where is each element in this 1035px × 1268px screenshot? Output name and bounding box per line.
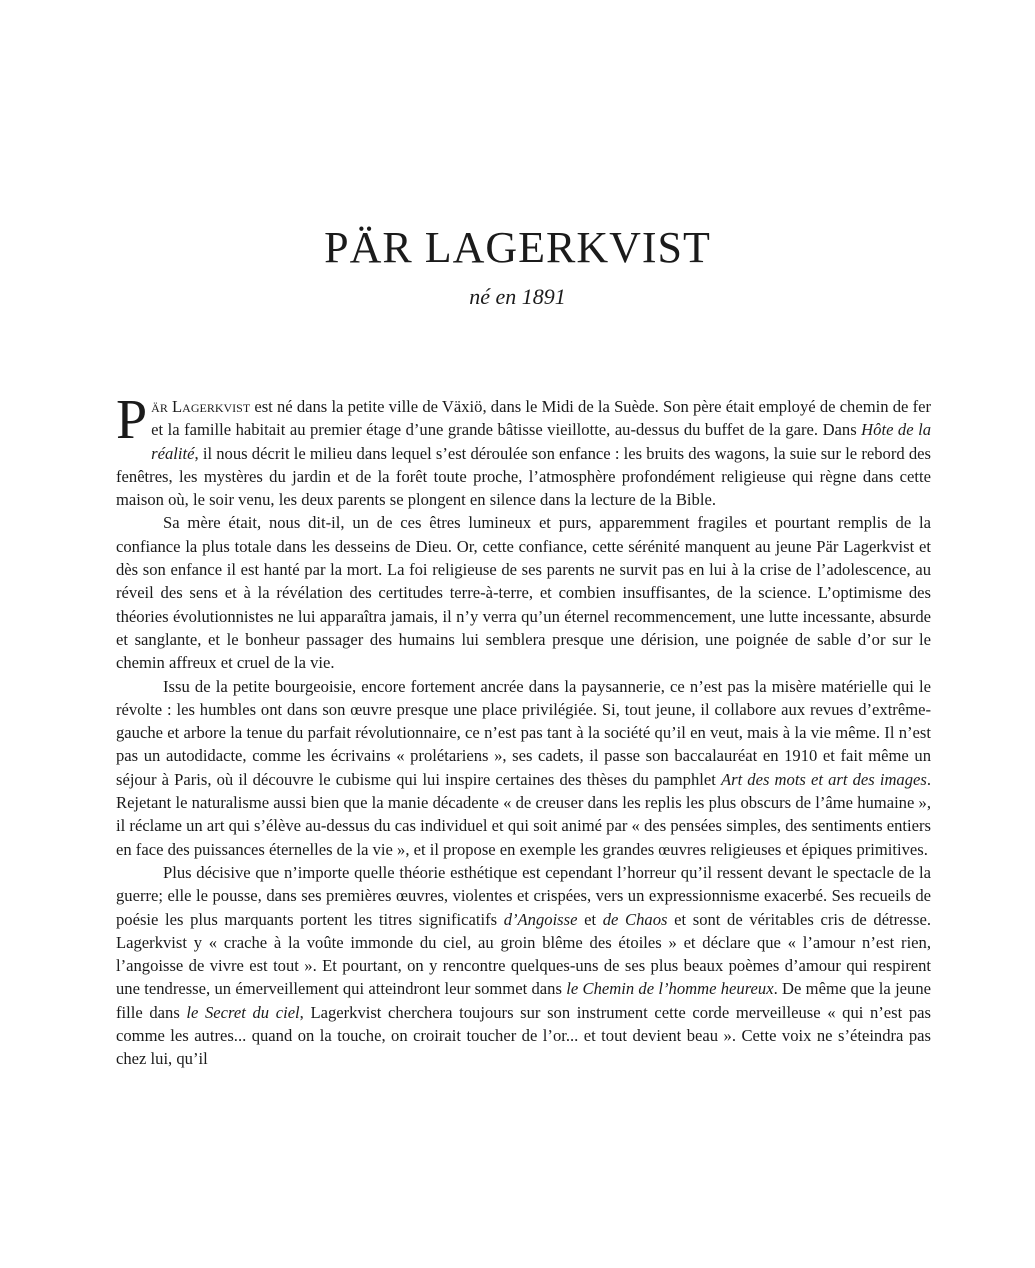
paragraph-3	[116, 675, 931, 861]
text-run: . Rejetant le naturalisme aussi bien que la manie décadente « de creuser dans les replis les plus obscurs de l’âme humaine », il réclame un art qui s’élève au-dessus du cas individuel et qui soit animé par « des pensées simples, des sentiments entiers en face des puissances éternelles de la vie », et il propose en exemple les grandes œuvres religieuses et épiques primitives.	[116, 769, 931, 859]
page-title: PÄR LAGERKVIST	[324, 223, 711, 272]
text-run: est né dans la petite ville de Växiö, dans le Midi de la Suède. Son père était employé de chemin de fer et la famille habitait au premier étage d’une grande bâtisse vieillotte, au-dessus du buffet de la gare. Dans	[151, 397, 931, 440]
text-run: Issu de la petite bourgeoisie, encore fortement ancrée dans la paysannerie, ce n’est pas la misère matérielle qui le révolte : les humbles ont dans son œuvre presque une place privilégiée. Si, tout jeune, il collabore aux revues d’extrême-gauche et arbore la tenue du parfait révolutionnaire, ce n’est pas tant à la société qu’il en veut, mais à la vie même. Il n’est pas un autodidacte, comme les écrivains « prolétariens », ses cadets, il passe son baccalauréat en 1910 et fait même un séjour à Paris, où il découvre le cubisme qui lui inspire certaines des thèses du pamphlet	[116, 676, 931, 789]
text-run: et	[577, 909, 603, 929]
book-title: le Chemin de l’homme heureux	[566, 979, 774, 999]
page-subtitle: né en 1891	[469, 284, 566, 309]
text-run: et sont de véritables cris de détresse. Lagerkvist y « crache à la voûte immonde du ciel, au groin blême des étoiles » et déclare que « l’amour n’est rien, l’angoisse de vivre est tout ». Et pourtant, on y rencontre quelques-uns de ses plus beaux poèmes d’amour qui respirent une tendresse, un émerveillement qui atteindront leur sommet dans	[116, 909, 931, 999]
book-title: d’Angoisse	[503, 909, 578, 929]
article-body	[116, 389, 931, 1071]
author-name-smallcaps: är Lagerkvist	[151, 397, 251, 416]
text-run: , Lagerkvist cherchera toujours sur son instrument cette corde merveilleuse « qui n’est pas comme les autres... quand on la touche, on croirait toucher de l’or... et tout devient beau ». Cette voix ne s’éteindra pas chez lui, qu’il	[116, 1002, 931, 1069]
paragraph-1	[116, 389, 931, 511]
book-title: de Chaos	[602, 909, 668, 929]
book-title: le Secret du ciel	[186, 1002, 300, 1022]
book-title: Art des mots et art des images	[720, 769, 927, 789]
book-title: Hôte de la réalité	[151, 420, 931, 463]
text-run: Plus décisive que n’importe quelle théorie esthétique est cependant l’horreur qu’il ressent devant le spectacle de la guerre; elle le pousse, dans ses premières œuvres, violentes et crispées, vers un expressionnisme exacerbé. Ses recueils de poésie les plus marquants portent les titres significatifs	[116, 862, 931, 929]
paragraph-4	[116, 861, 931, 1071]
drop-cap: P	[116, 389, 148, 451]
text-run: , il nous décrit le milieu dans lequel s’est déroulée son enfance : les bruits des wagons, la suie sur le rebord des fenêtres, les mystères du jardin et de la forêt toute proche, l’atmosphère profondément religieuse qui règne dans cette maison où, le soir venu, les deux parents se plongent en silence dans la lecture de la Bible.	[116, 443, 931, 510]
text-run: . De même que la jeune fille dans	[116, 979, 931, 1022]
paragraph-2: Sa mère était, nous dit-il, un de ces êtres lumineux et purs, apparemment fragiles et pourtant remplis de la confiance la plus totale dans les desseins de Dieu. Or, cette confiance, cette sérénité manquent au jeune Pär Lagerkvist et dès son enfance il est hanté par la mort. La foi religieuse de ses parents ne survit pas en lui à la crise de l’adolescence, au réveil des sens et à la révélation des certitudes terre-à-terre, et combien insuffisantes, de la science. L’optimisme des théories évolutionnistes ne lui apparaîtra jamais, il n’y verra qu’un éternel recommencement, une lutte incessante, absurde et sanglante, et le bonheur passager des humains lui semblera presque une dérision, une poignée de sable d’or sur le chemin affreux et cruel de la vie.	[116, 513, 931, 673]
